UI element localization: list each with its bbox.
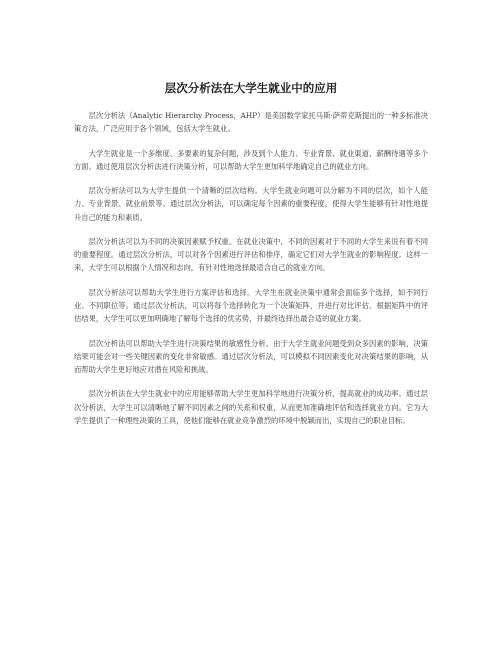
paragraph-1: 层次分析法（Analytic Hierarchy Process，AHP）是美国数学家托马斯·萨蒂克斯提出的一种多标准决策方法，广泛应用于各个领域，包括大学生就业。 bbox=[74, 111, 428, 134]
paragraph-3: 层次分析法可以为大学生提供一个清晰的层次结构。大学生就业问题可以分解为不同的层次，如个人能力、专业背景、就业前景等。通过层次分析法，可以确定每个因素的重要程度，使得大学生能够有针对性地提升自己的能力和素质。 bbox=[74, 186, 428, 222]
paragraph-7: 层次分析法在大学生就业中的应用能够帮助大学生更加科学地进行决策分析，提高就业的成功率。通过层次分析法，大学生可以清晰地了解不同因素之间的关系和权重，从而更加准确地评估和选择就业方向。它为大学生提供了一种理性决策的工具，使他们能够在就业竞争激烈的环境中脱颖而出，实现自己的职业目标。 bbox=[74, 389, 428, 425]
paragraph-5: 层次分析法可以帮助大学生进行方案评估和选择。大学生在就业决策中通常会面临多个选择，如不同行业、不同职位等。通过层次分析法，可以将每个选择转化为一个决策矩阵，并进行对比评估。根据矩阵中的评估结果，大学生可以更加明确地了解每个选择的优劣势，并最终选择出最合适的就业方案。 bbox=[74, 287, 428, 324]
paragraph-6: 层次分析法可以帮助大学生进行决策结果的敏感性分析。由于大学生就业问题受到众多因素的影响，决策结果可能会对一些关键因素的变化非常敏感。通过层次分析法，可以模拟不同因素变化对决策结果的影响，从而帮助大学生更好地应对潜在风险和挑战。 bbox=[74, 338, 428, 374]
paragraph-4: 层次分析法可以为不同的决策因素赋予权重。在就业决策中，不同的因素对于不同的大学生来说有着不同的重要程度。通过层次分析法，可以对各个因素进行评估和排序，确定它们对大学生就业的影响程度。这样一来，大学生可以根据个人情况和志向，有针对性地选择最适合自己的就业方向。 bbox=[74, 236, 428, 273]
document-body bbox=[74, 109, 428, 438]
paragraph-2: 大学生就业是一个多维度、多要素的复杂问题，涉及到个人能力、专业背景、就业渠道、薪酬待遇等多个方面。通过使用层次分析法进行决策分析，可以帮助大学生更加科学地确定自己的就业方向。 bbox=[74, 148, 428, 171]
document-title: 层次分析法在大学生就业中的应用 bbox=[164, 81, 338, 95]
